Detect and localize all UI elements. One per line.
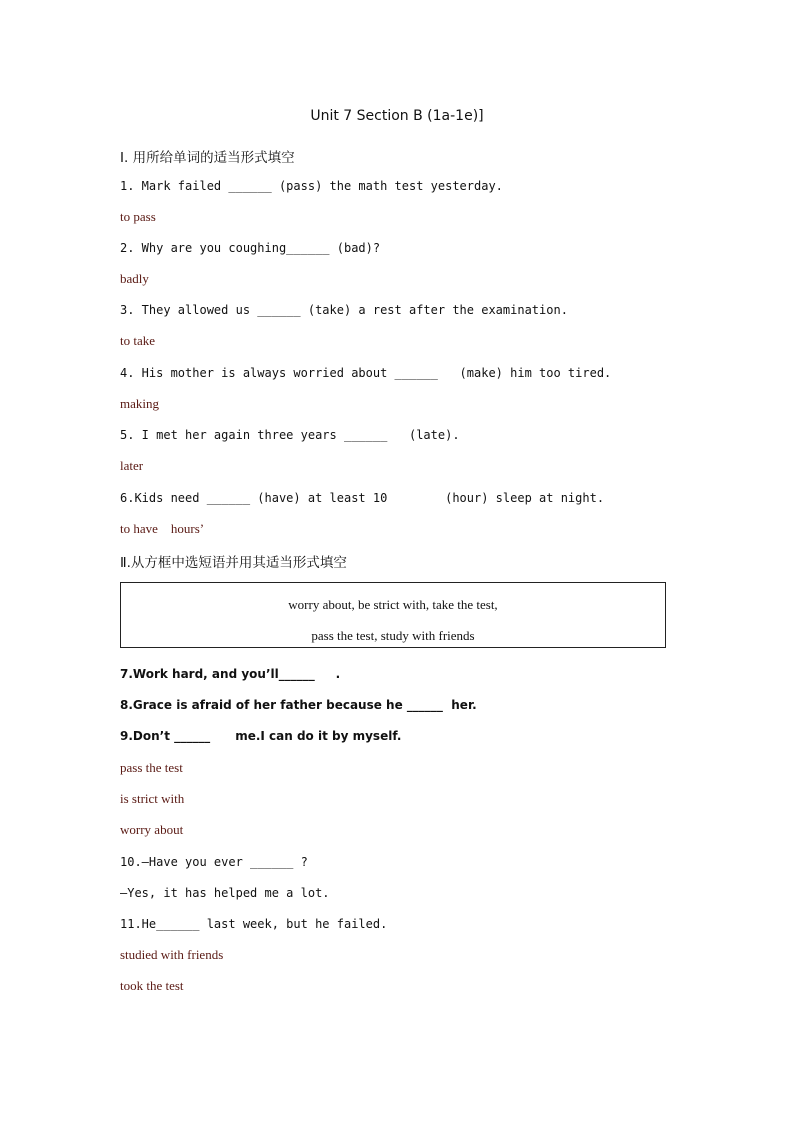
question-10: 10.—Have you ever ______ ? [120, 855, 308, 869]
phrase-box [120, 582, 666, 648]
question-8: 8.Grace is afraid of her father because he ______ her. [120, 698, 477, 712]
answer-5: later [120, 458, 144, 473]
phrase-box-line-1: worry about, be strict with, take the test, [288, 597, 498, 612]
question-5: 5. I met her again three years ______ (late). [120, 428, 460, 442]
answer-7: pass the test [120, 760, 183, 775]
question-10-reply: —Yes, it has helped me a lot. [120, 886, 330, 900]
phrase-box-line-2: pass the test, study with friends [311, 628, 475, 643]
answer-11: took the test [120, 978, 184, 993]
question-11: 11.He______ last week, but he failed. [120, 917, 388, 931]
question-3: 3. They allowed us ______ (take) a rest after the examination. [120, 303, 568, 317]
answer-9: worry about [120, 822, 184, 837]
answer-4: making [120, 396, 159, 411]
answer-3: to take [120, 333, 156, 348]
question-2: 2. Why are you coughing______ (bad)? [120, 241, 381, 255]
answer-8: is strict with [120, 791, 185, 806]
page-title: Unit 7 Section B (1a-1e)] [310, 108, 484, 124]
answer-10: studied with friends [120, 947, 224, 962]
question-6: 6.Kids need ______ (have) at least 10 (hour) sleep at night. [120, 491, 605, 505]
question-7: 7.Work hard, and you’ll______ . [120, 667, 341, 681]
section-2-heading: Ⅱ.从方框中选短语并用其适当形式填空 [120, 555, 347, 571]
question-4: 4. His mother is always worried about ______ (make) him too tired. [120, 366, 612, 380]
answer-1: to pass [120, 209, 156, 224]
answer-6: to have hours’ [120, 521, 205, 536]
answer-2: badly [120, 271, 149, 286]
question-1: 1. Mark failed ______ (pass) the math test yesterday. [120, 179, 503, 193]
section-1-heading: Ⅰ. 用所给单词的适当形式填空 [120, 150, 295, 166]
question-9: 9.Don’t ______ me.I can do it by myself. [120, 729, 402, 743]
